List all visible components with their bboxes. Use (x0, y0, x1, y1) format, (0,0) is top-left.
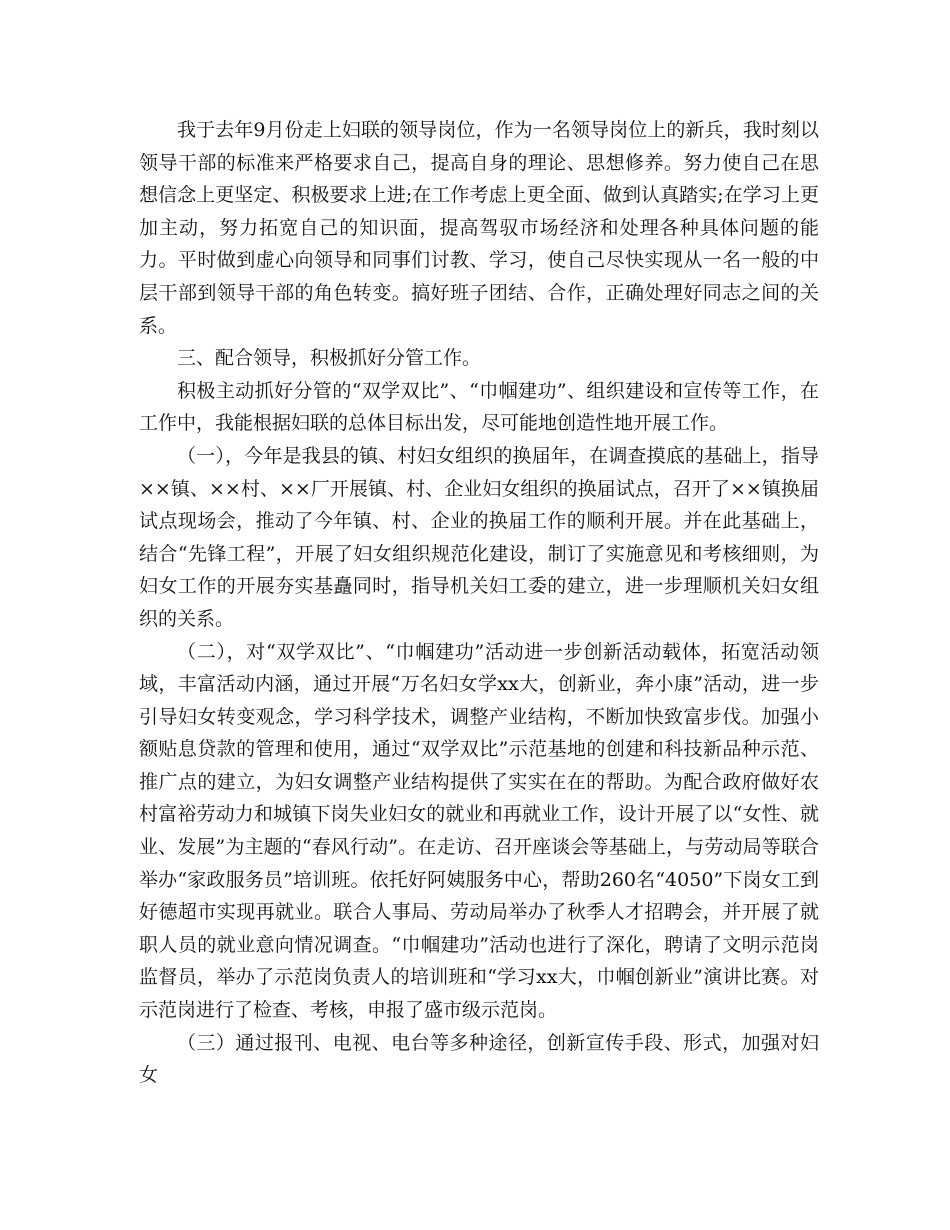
paragraph-3: （一），今年是我县的镇、村妇女组织的换届年，在调查摸底的基础上，指导××镇、××村、××厂开展镇、村、企业妇女组织的换届试点，召开了××镇换届试点现场会，推动了今年镇、村、企业的换届工作的顺利开展。并在此基础上，结合“先锋工程”，开展了妇女组织规范化建设，制订了实施意见和考核细则，为妇女工作的开展夯实基矗同时，指导机关妇工委的建立，进一步理顺机关妇女组织的关系。 (139, 444, 819, 630)
document-body (139, 114, 819, 1092)
paragraph-1: 我于去年9月份走上妇联的领导岗位，作为一名领导岗位上的新兵，我时刻以领导干部的标准来严格要求自己，提高自身的理论、思想修养。努力使自己在思想信念上更坚定、积极要求上进;在工作考虑上更全面、做到认真踏实;在学习上更加主动，努力拓宽自己的知识面，提高驾驭市场经济和处理各种具体问题的能力。平时做到虚心向领导和同事们讨教、学习，使自己尽快实现从一名一般的中层干部到领导干部的角色转变。搞好班子团结、合作，正确处理好同志之间的关系。 (139, 119, 819, 337)
paragraph-4: （二），对“双学双比”、“巾帼建功”活动进一步创新活动载体，拓宽活动领域，丰富活动内涵，通过开展“万名妇女学xx大，创新业，奔小康”活动，进一步引导妇女转变观念，学习科学技术，调整产业结构，不断加快致富步伐。加强小额贴息贷款的管理和使用，通过“双学双比”示范基地的创建和科技新品种示范、推广点的建立，为妇女调整产业结构提供了实实在在的帮助。为配合政府做好农村富裕劳动力和城镇下岗失业妇女的就业和再就业工作，设计开展了以“女性、就业、发展”为主题的“春风行动”。在走访、召开座谈会等基础上，与劳动局等联合举办“家政服务员”培训班。依托好阿姨服务中心，帮助260名“4050”下岗女工到好德超市实现再就业。联合人事局、劳动局举办了秋季人才招聘会，并开展了就职人员的就业意向情况调查。“巾帼建功”活动也进行了深化，聘请了文明示范岗监督员，举办了示范岗负责人的培训班和“学习xx大，巾帼创新业”演讲比赛。对示范岗进行了检查、考核，申报了盛市级示范岗。 (139, 640, 819, 1022)
paragraph-5: （三）通过报刊、电视、电台等多种途径，创新宣传手段、形式，加强对妇女 (139, 1031, 819, 1087)
section-heading: 三、配合领导，积极抓好分管工作。 (177, 347, 482, 370)
paragraph-2: 积极主动抓好分管的“双学双比”、“巾帼建功”、组织建设和宣传等工作，在工作中，我能根据妇联的总体目标出发，尽可能地创造性地开展工作。 (139, 379, 819, 435)
